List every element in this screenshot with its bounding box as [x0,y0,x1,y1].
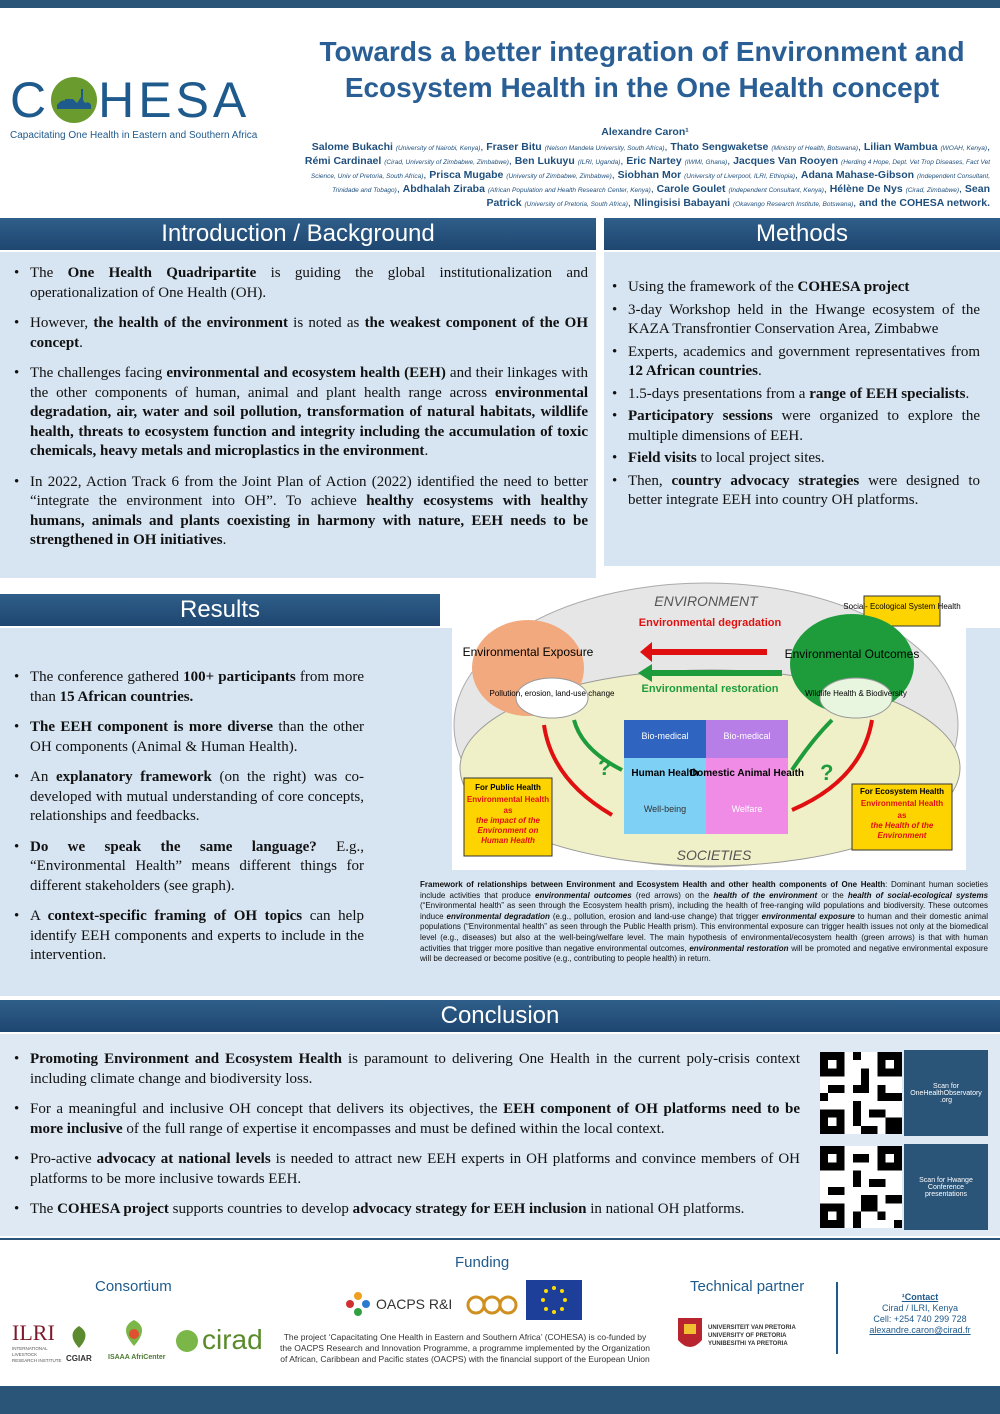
bold-text: context-specific framing of OH topics [47,908,303,924]
text: is guiding the global institutionalization and operationalization of One Health (OH). [30,265,588,301]
logo-letters: HESA [98,72,251,128]
up-line-2: UNIVERSITY OF PRETORIA [708,1333,787,1339]
conclusion-header: Conclusion [0,1000,1000,1032]
isaaa-logo: ISAAA AfriCenter [108,1354,166,1361]
contact-divider [836,1282,838,1354]
bold-text: Field visits [628,450,697,466]
biomed2-label: Bio-medical [723,731,771,741]
question-left: ? [598,755,612,780]
ses-label: Social- Ecological System Health [843,602,961,611]
cgiar-logo: CGIAR [66,1354,92,1363]
author-affiliation: (Cirad, Zimbabwe) [905,187,960,194]
author-name: Siobhan Mor [617,169,682,181]
bold-text: range of EEH specialists [809,385,966,402]
text: Using the framework of the [628,279,798,295]
public-title: For Public Health [475,783,541,792]
author-affiliation: (WOAH, Kenya) [940,145,988,152]
ilri-sub: INTERNATIONAL LIVESTOCK RESEARCH INSTITUTE [12,1346,62,1363]
methods-list [612,278,980,514]
caption-i3: health of social-ecological systems [847,890,989,900]
author-name: Abdhalah Ziraba [402,183,485,195]
author-affiliation: (Ministry of Health, Botswana) [771,145,859,152]
framework-diagram [452,580,966,870]
list-item [612,301,980,340]
text: were organized to explore the multiple dimensions of EEH. [628,408,980,444]
text: . [965,385,970,402]
bold-text: advocacy strategy for EEH inclusion [352,1201,587,1217]
qr-onehealth[interactable] [818,1050,988,1136]
text: supports countries to develop [168,1201,353,1217]
wellbeing-label: Well-being [643,804,687,814]
restoration-label: Environmental restoration [641,683,779,695]
text: were designed to better integrate EEH into country OH platforms. [628,472,980,508]
list-item [14,314,588,353]
bold-text: explanatory framework [55,769,212,785]
public-l1: Environmental Health [466,795,550,804]
conclusion-list [14,1050,800,1231]
qr-code-icon [820,1052,902,1134]
bold-text: COHESA project [57,1201,169,1217]
methods-header: Methods [604,218,1000,250]
text: is noted as [287,315,365,331]
contact-email[interactable]: alexandre.caron@cirad.fr [869,1325,971,1335]
caption-t1: : Dominant human societies include activities that produce [420,880,989,900]
caption-i5: environmental exposure [761,911,855,921]
text: to local project sites. [696,450,825,466]
text: (on the right) was co-developed with mutual understanding of core concepts, relationships and feedbacks. [30,769,364,824]
list-item [612,385,980,405]
text: Then, [628,472,672,489]
public-l3: the impact of the Environment on Human Health [475,816,540,845]
bold-text: EEH component of OH platforms need to be more inclusive [30,1101,800,1137]
author-affiliation: (Cirad, University of Zimbabwe, Zimbabwe) [384,159,509,166]
eu-flag-icon [526,1280,582,1320]
bold-text: advocacy at national levels [96,1151,271,1167]
author-name: Eric Nartey [626,155,682,167]
title-line-1: Towards a better integration of Environment and [319,36,965,67]
exposure-label: Environmental Exposure [462,645,594,659]
intro-list [14,264,588,562]
outcomes-sub: Wildlife Health & Biodiversity [805,689,907,698]
text: . [79,334,83,351]
diagram-caption [420,880,988,965]
poster-title [292,34,992,106]
cgiar-leaf-icon [64,1324,94,1350]
author-name: Prisca Mugabe [429,169,504,181]
co-authors: Salome Bukachi (University of Nairobi, Kenya), Fraser Bitu (Nelson Mandela University, South Africa), Thato Sengwaketse (Ministry of Health, Botswana), Lilian Wambua (WOAH, Kenya), Rémi Cardinael (Cirad, University of Zimbabwe, Zimbabwe), Ben Lukuyu (ILRI, Uganda), Eric Nartey (IWMI, Ghana), Jacques Van Rooyen (Herding 4 Hope, Dept. Vet Trop Diseases, Fact Vet Science, Univ of Pretoria, South Africa), Prisca Mugabe (University of Zimbabwe, Zimbabwe), Siobhan Mor (University of Liverpool, ILRI, Ethiopia), Adana Mahase-Gibson (Independent Consultant, Trinidade and Tobago), Abdhalah Ziraba (African Population and Health Research Center, Kenya), Carole Goulet (Independent Consultant, Kenya), Hélène De Nys (Cirad, Zimbabwe), Sean Patrick (University of Pretoria, South Africa), Nlingisisi Babayani (Okavango Research Institute, Botswana), and the COHESA network. [304,141,990,209]
text: Experts, academics and government representatives from [628,343,980,360]
logo-tagline: Capacitating One Health in Eastern and Southern Africa [10,130,258,141]
author-affiliation: (University of Pretoria, South Africa) [524,201,628,208]
list-item [14,473,588,551]
text: is needed to attract new EEH experts in OH platforms and convince members of OH platforms to be more inclusive towards EEH. [30,1151,801,1187]
bold-text: country advocacy strategies [671,472,860,489]
author-affiliation: (Herding 4 Hope, Dept. Vet Trop Diseases, Fact Vet Science, Univ of Pretoria, South Africa) [310,159,990,180]
up-logo [708,1324,796,1348]
text: of the full range of expertise it encompasses and must be defined within the local context. [122,1120,665,1137]
bold-text: 12 African countries [628,363,758,379]
text: is paramount to delivering One Health in the current poly-crisis context including climate change and biodiversity loss. [30,1051,800,1087]
author-name: Sean Patrick [486,183,990,209]
text: from more than [30,669,364,705]
caption-t3: or the [817,890,848,900]
qr-code-icon [820,1146,902,1228]
caption-t2: (red arrows) on the [631,890,714,900]
bold-text: 15 African countries. [59,688,194,705]
public-l2: as [503,806,513,815]
text: The [30,265,68,281]
eco-l3: the Health of the Environment [870,821,934,840]
bold-text: Do we speak the same language? [30,838,317,855]
author-affiliation: (Independent Consultant, Kenya) [728,187,824,194]
text: The conference gathered [30,669,184,685]
list-item [14,1100,800,1139]
contact-org: Cirad / ILRI, Kenya [881,1303,959,1313]
text: . [757,363,762,379]
author-affiliation: (Independent Consultant, Trinidade and Tobago) [332,173,990,194]
bold-text: Participatory sessions [628,408,773,424]
qr-label-2: Scan for Hwange Conference presentations [904,1144,988,1230]
qr-label-1: Scan for OneHealthObservatory .org [904,1050,988,1136]
author-affiliation: (African Population and Health Research Center, Kenya) [487,187,651,194]
qr-hwange[interactable] [818,1144,988,1230]
text: . [222,532,227,548]
text: The [30,1201,58,1217]
text: can help identify EEH components and experts to include in the intervention. [30,908,364,963]
biomed1-label: Bio-medical [641,731,689,741]
environment-label: ENVIRONMENT [654,593,758,609]
question-right: ? [820,760,834,785]
isaaa-leaf-icon [114,1316,154,1350]
up-line-1: UNIVERSITEIT VAN PRETORIA [708,1325,796,1331]
lead-author: Alexandre Caron¹ [601,126,689,138]
list-item [612,407,980,446]
author-list [300,126,990,211]
caption-t7: will be promoted and negative environmental exposure will be decreased or become positive (e.g., contributing to people health) in return. [420,943,988,964]
text: However, [30,315,94,331]
technical-label: Technical partner [690,1278,805,1295]
list-item [612,278,980,298]
author-affiliation: (Okavango Research Institute, Botswana) [732,201,854,208]
author-name: Fraser Bitu [486,141,542,153]
bottom-bar [0,1386,1000,1414]
up-crest-icon [676,1316,704,1356]
author-name: Hélène De Nys [829,183,903,195]
author-name: Salome Bukachi [311,141,393,153]
author-affiliation: (ILRI, Uganda) [577,159,621,166]
bold-text: healthy ecosystems with healthy humans, animals and plants coexisting in harmony with nature, EEH needs to be strengthened in OH initiatives [30,493,588,548]
oacps-logo: OACPS R&I [376,1296,453,1312]
intro-header: Introduction / Background [0,218,596,250]
author-name: Lilian Wambua [863,141,938,153]
list-item [14,718,364,757]
text: E.g., “Environmental Health” means different things for different stakeholders (see graph). [30,838,364,894]
list-item [14,907,364,966]
degradation-label: Environmental degradation [638,617,782,629]
list-item [14,668,364,707]
bold-text: environmental and ecosystem health (EEH) [166,365,446,381]
author-name: Rémi Cardinael [304,155,382,167]
societies-label: SOCIETIES [676,847,752,863]
authors-tail: and the COHESA network. [859,197,990,209]
cohesa-logo [10,72,290,141]
oacps-circles-icon [466,1288,518,1322]
cirad-dot-icon [176,1330,198,1352]
funding-label: Funding [455,1254,510,1271]
bold-text: the health of the environment [93,315,288,331]
top-bar [0,0,1000,8]
text: 3-day Workshop held in the Hwange ecosystem of the KAZA Transfrontier Conservation Area, Zimbabwe [628,301,980,337]
intro-panel [0,252,596,578]
text: For a meaningful and inclusive OH concept that delivers its objectives, the [30,1101,504,1117]
author-affiliation: (IWMI, Ghana) [684,159,728,166]
ilri-logo: ILRI [12,1320,55,1345]
contact-phone: Cell: +254 740 299 728 [873,1314,967,1324]
author-affiliation: (University of Nairobi, Kenya) [395,145,481,152]
bold-text: One Health Quadripartite [67,265,257,281]
caption-t6: to human and their domestic animal populations (“Environmental health” as seen through the Public Health prism). This environmental exposure can trigger health issues not only at the biomedical level (e.g., diseases) but also at the well-being/welfare level. The main hypothesis of environmental/ecosystem health (green arrows) is that with human activities that trigger more positive than negative environmental outcomes, [420,911,988,953]
outcomes-label: Environmental Outcomes [784,647,920,661]
globe-animals-icon [51,77,97,123]
text: Pro-active [30,1151,97,1167]
outcomes-sub-oval [820,678,892,718]
logo-letter-c: C [10,72,51,128]
list-item [14,1200,800,1220]
caption-i1: environmental outcomes [535,890,632,900]
consortium-label: Consortium [95,1278,172,1295]
list-item [612,343,980,382]
text: A [30,908,48,924]
bold-text: the weakest component of the OH concept [30,315,588,351]
author-name: Ben Lukuyu [514,155,575,167]
list-item [612,472,980,511]
results-header: Results [0,594,440,626]
caption-i2: health of the environment [713,890,818,900]
bold-text: COHESA project [797,279,910,295]
bold-text: Promoting Environment and Ecosystem Health [30,1051,342,1067]
up-line-3: YUNIBESITHI YA PRETORIA [708,1341,788,1347]
exposure-sub-oval [516,678,588,718]
funding-text: The project ‘Capacitating One Health in Eastern and Southern Africa’ (COHESA) is co-funded by the OACPS Research and Innovation Programme, a programme implemented by the Organization of African, Caribbean and Pacific states (OACPS) with the financial support of the European Union [280,1332,650,1364]
text: than the other OH components (Animal & Human Health). [30,719,364,755]
caption-bold1: Framework of relationships between Environment and Ecosystem Health and other health components of One Health [420,880,886,889]
author-affiliation: (University of Zimbabwe, Zimbabwe) [506,173,612,180]
caption-t4: (“Environmental health” as seen through the Ecosystem health prism), including the health of free-ranging wild populations and biodiversity. These outcomes induce [420,901,988,921]
bold-text: The EEH component is more diverse [30,719,274,735]
caption-i6: environmental restoration [689,943,789,953]
welfare-label: Welfare [731,804,763,814]
eco-l2: as [897,811,907,820]
list-item [14,768,364,827]
eco-l1: Environmental Health [860,799,944,808]
text: In 2022, Action Track 6 from the Joint Plan of Action (2022) identified the need to better “integrate the environment into OH”. To achieve [30,473,588,509]
contact-block [850,1292,990,1336]
list-item [14,838,364,897]
text: 1.5-days presentations from a [628,385,810,402]
author-affiliation: (University of Liverpool, ILRI, Ethiopia) [684,173,796,180]
methods-panel [604,252,1000,566]
author-name: Thato Sengwaketse [670,141,769,153]
caption-t5: (e.g., pollution, erosion and land-use change) that trigger [549,911,762,921]
list-item [612,449,980,469]
text: and their linkages with the other components of human, animal and plant health range across [30,365,588,401]
list-item [14,364,588,462]
title-line-2: Ecosystem Health in the One Health concept [344,72,940,103]
text: in national OH platforms. [586,1201,745,1217]
human-label: Human Health [631,768,699,779]
text: An [30,769,56,785]
text: . [424,443,429,459]
footer [0,1238,1000,1386]
results-list [14,668,364,977]
cirad-logo: cirad [202,1324,263,1355]
list-item [14,1150,800,1189]
author-name: Adana Mahase-Gibson [800,169,915,181]
author-name: Nlingisisi Babayani [633,197,731,209]
oacps-star-icon [344,1290,372,1318]
contact-title: ¹Contact [901,1292,939,1302]
bold-text: 100+ participants [183,669,296,685]
author-name: Jacques Van Rooyen [733,155,839,167]
list-item [14,264,588,303]
list-item [14,1050,800,1089]
caption-i4: environmental degradation [446,911,550,921]
animal-label: Domestic Animal Health [689,768,805,779]
eco-title: For Ecosystem Health [859,787,945,796]
author-affiliation: (Nelson Mandela University, South Africa) [544,145,665,152]
author-name: Carole Goulet [656,183,726,195]
text: The challenges facing [30,365,167,381]
exposure-sub: Pollution, erosion, land-use change [489,689,615,698]
bold-text: environmental degradation, air, water and soil pollution, transformation of natural habitats, wildlife health, threats to ecosystem function and integrity including the accumulation of toxic chemicals, heavy metals and microplastics in the environment [30,384,588,459]
